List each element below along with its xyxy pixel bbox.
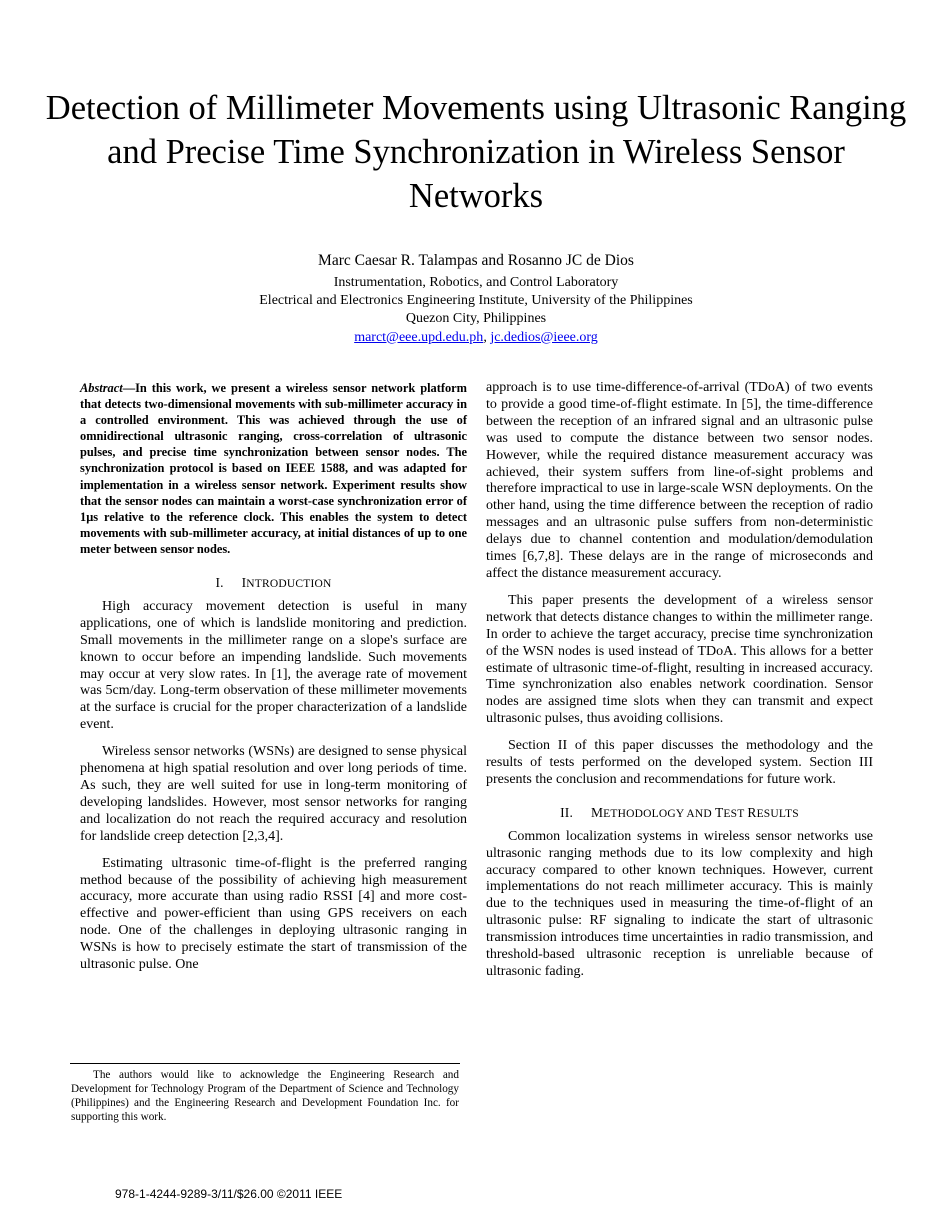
email-link-1[interactable]: marct@eee.upd.edu.ph bbox=[354, 329, 484, 345]
methodology-paragraph-1: Common localization systems in wireless sensor networks use ultrasonic ranging methods due to its low complexity and high accuracy compared to other known techniques. However, current implementations do not reach millimeter accuracy. This is mainly due to the techniques used in measuring the time-of-flight of an ultrasonic pulse: RF signaling to indicate the start of ultrasonic transmission introduces time uncertainties in radio transmission, and threshold-based ultrasonic reception is unreliable because of ultrasonic fading. bbox=[486, 828, 873, 979]
author-names: Marc Caesar R. Talampas and Rosanno JC de Dios bbox=[318, 252, 634, 269]
intro-paragraph-3: Estimating ultrasonic time-of-flight is the preferred ranging method because of the possibility of achieving high measurement accuracy, more accurate than using radio RSSI [4] and more cost-effective and power-efficient than using GPS receivers on each node. One of the challenges in deploying ultrasonic ranging in WSNs is how to precisely estimate the start of transmission of the ultrasonic pulse. One bbox=[80, 855, 467, 973]
intro-paragraph-3-continued: approach is to use time-difference-of-arrival (TDoA) of two events to provide a good time-of-flight estimate. In [5], the time-difference between the reception of an infrared signal and an ultrasonic pulse was used to compute the distance between two sensor nodes. However, while the required distance measurement accuracy was achieved, their system suffers from line-of-sight problems and therefore impractical to use in large-scale WSN deployments. On the other hand, using the time difference between the reception of radio messages and an ultrasonic pulse suffers from non-deterministic delays due to channel contention and modulation/demodulation times [6,7,8]. These delays are in the range of microseconds and affect the distance measurement accuracy. bbox=[486, 380, 873, 581]
affiliation-city: Quezon City, Philippines bbox=[405, 311, 547, 327]
email-line bbox=[0, 329, 952, 347]
affiliation-institute: Electrical and Electronics Engineering Institute, University of the Philippines bbox=[259, 293, 693, 309]
intro-paragraph-4: This paper presents the development of a wireless sensor network that detects distance changes to within the millimeter range. In order to achieve the target accuracy, precise time synchronization of the WSN nodes is used instead of TDoA. This allows for a better estimate of ultrasonic time-of-flight, resulting in increased accuracy. Time synchronization also enables network coordination. Sensor nodes are assigned time slots when they can transmit and expect ultrasonic pulses, thus avoiding collisions. bbox=[486, 592, 873, 727]
section-number: I. bbox=[215, 575, 224, 591]
abstract-label: Abstract bbox=[80, 381, 123, 395]
left-column bbox=[80, 380, 467, 984]
section-number: II. bbox=[560, 804, 574, 820]
email-separator: , bbox=[483, 329, 491, 345]
email-link-2[interactable]: jc.dedios@ieee.org bbox=[490, 329, 598, 345]
section-title-initial-3: R bbox=[747, 804, 757, 820]
intro-paragraph-2: Wireless sensor networks (WSNs) are designed to sense physical phenomena at high spatial resolution and over long periods of time. As such, they are well suited for use in long-term monitoring of developing landslides. However, most sensor networks for ranging and localization do not reach the required accuracy and resolution for landslide creep detection [2,3,4]. bbox=[80, 744, 467, 844]
paper-title: Detection of Millimeter Movements using Ultrasonic Ranging and Precise Time Synchronization in Wireless Sensor Networks bbox=[45, 89, 907, 215]
intro-paragraph-5: Section II of this paper discusses the methodology and the results of tests performed on the developed system. Section III presents the conclusion and recommendations for future work. bbox=[486, 738, 873, 787]
copyright-notice: 978-1-4244-9289-3/11/$26.00 ©2011 IEEE bbox=[115, 1187, 343, 1201]
section-title-rest-2: EST bbox=[723, 807, 748, 820]
footnote: The authors would like to acknowledge the Engineering Research and Development for Technology Program of the Department of Science and Technology (Philippines) and the Engineering Research and Development Foundation Inc. for supporting this work. bbox=[71, 1069, 459, 1123]
footnote-divider bbox=[70, 1063, 460, 1064]
affiliation-block bbox=[0, 274, 952, 347]
section-heading-introduction bbox=[80, 575, 467, 593]
abstract-dash: — bbox=[122, 381, 136, 395]
abstract-mu-symbol: μ bbox=[86, 509, 94, 524]
abstract-text-1: In this work, we present a wireless sensor network platform that detects two-dimensional movements with sub-millimeter accuracy in a controlled environment. This was achieved through the use of omnidirectional ultrasonic ranging, cross-correlation of ultrasonic pulses, and precise time synchronization between sensor nodes. The synchronization protocol is based on IEEE 1588, and was adapted for implementation in a wireless sensor network. Experiment results show that the sensor nodes can maintain a worst-case synchronization error of 1 bbox=[80, 381, 467, 524]
right-column bbox=[486, 380, 873, 991]
section-title-rest: ETHODOLOGY AND bbox=[603, 807, 715, 820]
intro-paragraph-1: High accuracy movement detection is useful in many applications, one of which is landslide monitoring and prediction. Small movements in the millimeter range on a slope's surface are known to occur before an impending landslide. Such movements may occur at very slow rates. In [1], the average rate of movement was 5cm/day. Long-term observation of these millimeter movements at the surface is crucial for the proper characterization of a landslide event. bbox=[80, 598, 467, 733]
section-title-initial-2: T bbox=[714, 804, 724, 820]
abstract bbox=[80, 380, 467, 557]
section-heading-methodology bbox=[486, 805, 873, 823]
abstract-text-2: s relative to the reference clock. This enables the system to detect movements with sub-millimeter accuracy, at initial distances of up to one meter between sensor nodes. bbox=[80, 509, 467, 556]
section-title-initial: I bbox=[241, 575, 247, 591]
section-title-rest-3: ESULTS bbox=[756, 807, 799, 820]
section-title-initial: M bbox=[590, 804, 604, 820]
section-title-rest: NTRODUCTION bbox=[246, 578, 332, 591]
affiliation-lab: Instrumentation, Robotics, and Control Laboratory bbox=[333, 275, 619, 290]
